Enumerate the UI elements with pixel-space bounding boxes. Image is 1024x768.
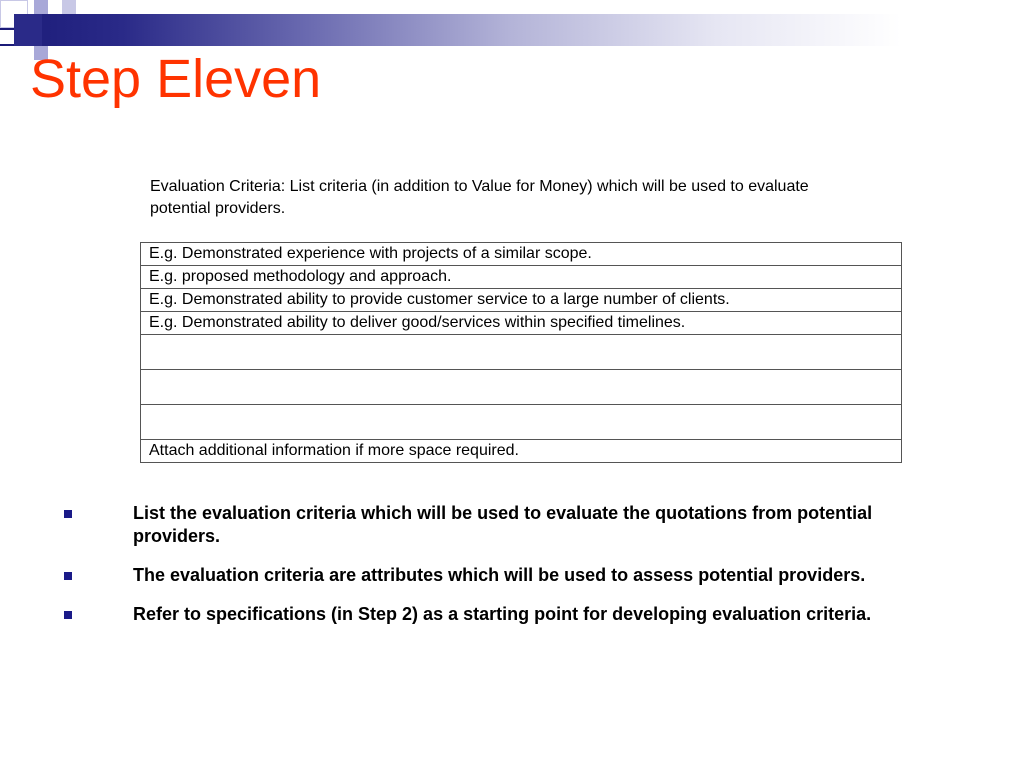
table-cell[interactable]: Attach additional information if more space required. (141, 440, 902, 463)
table-cell-empty[interactable] (141, 335, 902, 370)
table-row (141, 440, 902, 463)
bullet-item (60, 502, 920, 548)
table-row-blank (141, 335, 902, 370)
criteria-table (140, 242, 902, 463)
table-cell-empty[interactable] (141, 405, 902, 440)
table-cell[interactable]: E.g. Demonstrated experience with projects of a similar scope. (141, 243, 902, 266)
intro-text: Evaluation Criteria: List criteria (in addition to Value for Money) which will be used to evaluate potential providers. (150, 178, 809, 217)
table-row-blank (141, 370, 902, 405)
table-row-blank (141, 405, 902, 440)
table-row (141, 289, 902, 312)
square-bullet-icon (64, 611, 72, 619)
slide-title: Step Eleven (30, 49, 322, 109)
decorative-square (14, 14, 42, 46)
decorative-square (62, 0, 76, 14)
bullet-list (60, 502, 920, 642)
table-cell[interactable]: E.g. Demonstrated ability to provide customer service to a large number of clients. (141, 289, 902, 312)
table-row (141, 243, 902, 266)
bullet-text: The evaluation criteria are attributes which will be used to assess potential providers. (133, 565, 866, 585)
header-gradient-bar (0, 14, 1024, 46)
decorative-square (0, 30, 14, 44)
table-row (141, 266, 902, 289)
square-bullet-icon (64, 510, 72, 518)
bullet-text: List the evaluation criteria which will be used to evaluate the quotations from potential providers. (133, 503, 873, 546)
decorative-square (34, 0, 48, 14)
table-cell[interactable]: E.g. proposed methodology and approach. (141, 266, 902, 289)
square-bullet-icon (64, 572, 72, 580)
table-row (141, 312, 902, 335)
table-cell-empty[interactable] (141, 370, 902, 405)
table-cell[interactable]: E.g. Demonstrated ability to deliver good/services within specified timelines. (141, 312, 902, 335)
bullet-text: Refer to specifications (in Step 2) as a starting point for developing evaluation criteria. (133, 604, 872, 624)
bullet-item (60, 603, 920, 626)
bullet-item (60, 564, 920, 587)
